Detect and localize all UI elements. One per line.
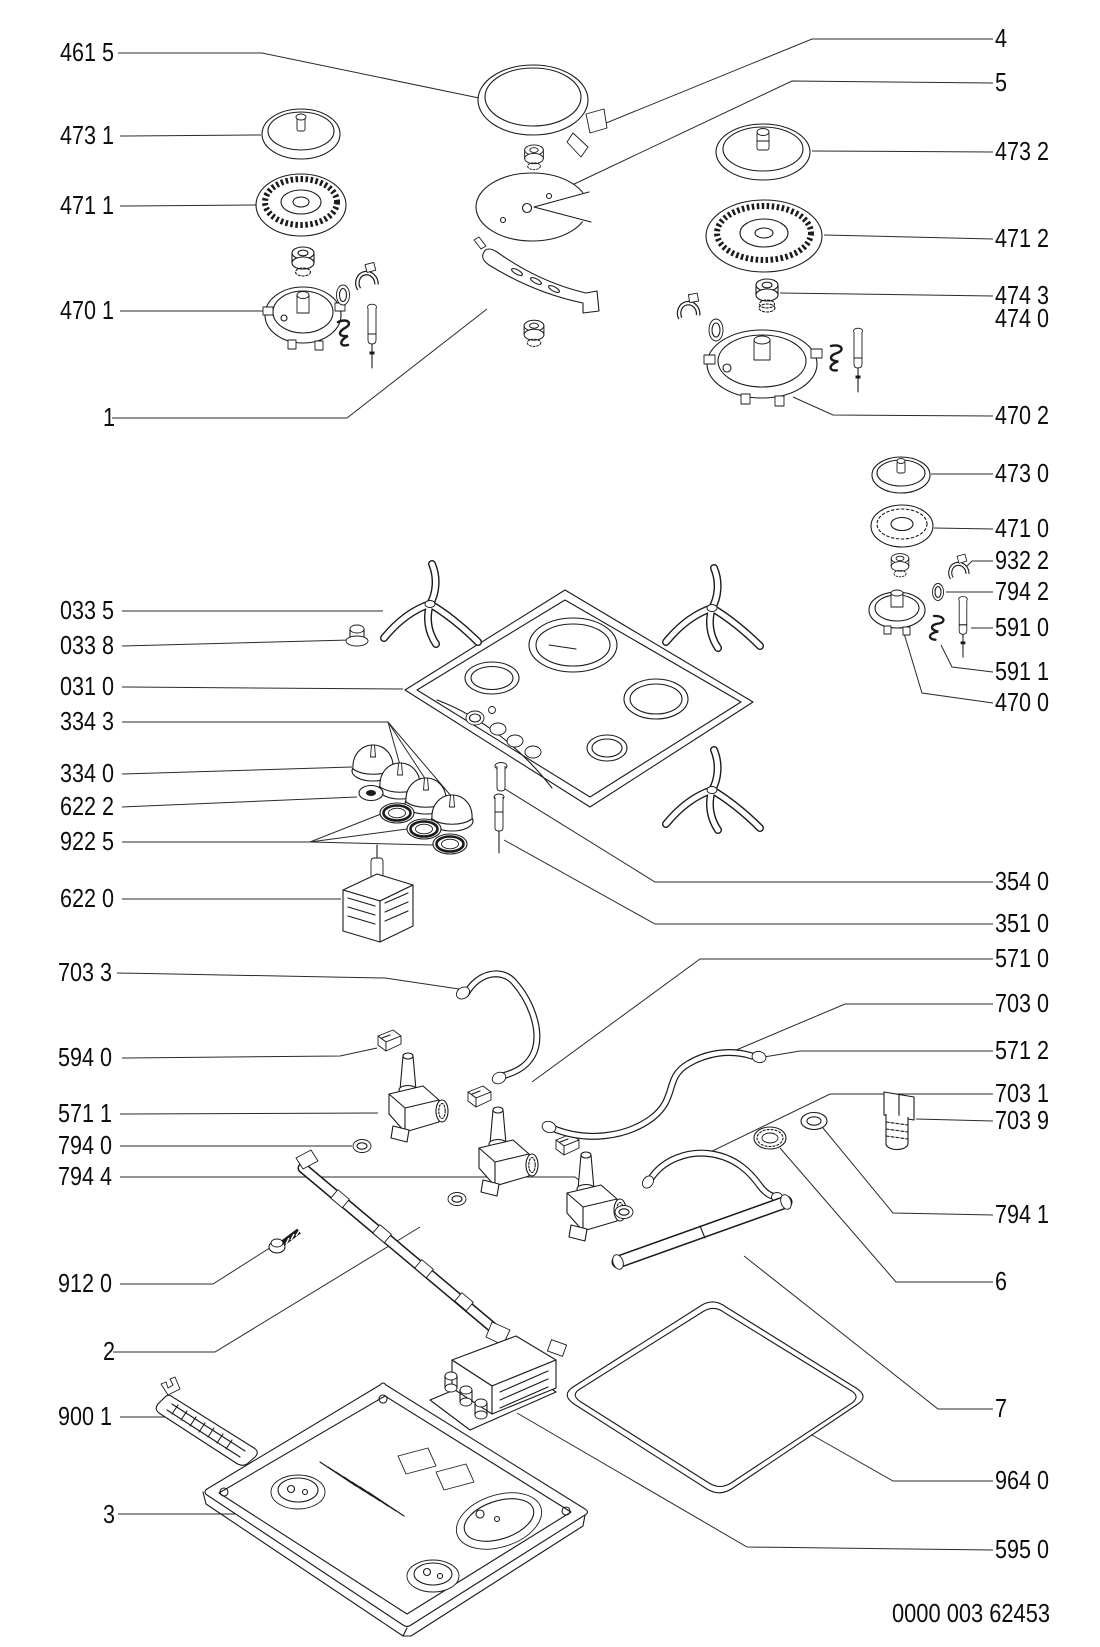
fixing-nut xyxy=(524,320,544,346)
part-label-703-1: 703 1 xyxy=(995,1078,1049,1108)
injector-nut xyxy=(891,554,909,577)
leader-line xyxy=(310,842,433,845)
part-label-571-0: 571 0 xyxy=(995,943,1049,973)
part-label-351-0: 351 0 xyxy=(995,908,1049,938)
leader-line xyxy=(744,1256,993,1409)
leader-line xyxy=(966,561,993,567)
part-label-964-0: 964 0 xyxy=(995,1465,1049,1495)
part-label-794-1: 794 1 xyxy=(995,1199,1049,1229)
part-label-4: 4 xyxy=(995,23,1007,53)
burner-cap-473-0 xyxy=(872,457,930,493)
spring-591-1 xyxy=(925,614,945,640)
burner-ring-471-2 xyxy=(706,200,822,272)
seal-794-4 xyxy=(448,1193,466,1206)
leader-line xyxy=(532,959,993,1082)
pan-support xyxy=(666,568,760,648)
leader-line xyxy=(122,767,352,774)
spark-generator-595-0 xyxy=(430,1336,567,1430)
part-label-622-0: 622 0 xyxy=(60,883,114,913)
valve-clip-594-0 xyxy=(378,1030,401,1051)
ignition-electrode xyxy=(854,328,863,392)
leader-line xyxy=(780,293,993,296)
elbow-fitting-703-9 xyxy=(884,1092,914,1150)
ignition-bracket-1 xyxy=(474,237,599,313)
part-label-033-8: 033 8 xyxy=(60,630,114,660)
part-label-703-0: 703 0 xyxy=(995,988,1049,1018)
seal-794-4 xyxy=(615,1206,633,1219)
burner-body-470-1 xyxy=(263,287,345,350)
pan-support xyxy=(666,750,760,830)
leader-lines xyxy=(112,39,993,1550)
thermocouple-clip xyxy=(676,293,701,318)
burner-cap-473-2 xyxy=(716,124,810,180)
knob-bezel-922-5 xyxy=(433,834,467,854)
leader-line xyxy=(117,973,459,989)
burner-cap-473-1 xyxy=(262,109,340,159)
circlip xyxy=(337,285,350,305)
part-label-461-5: 461 5 xyxy=(60,37,114,67)
pin-351-0 xyxy=(494,794,504,853)
leader-line xyxy=(120,1177,616,1208)
leader-line xyxy=(941,645,993,672)
leader-line xyxy=(120,205,257,206)
injector-nut xyxy=(292,247,314,276)
part-label-473-0: 473 0 xyxy=(995,458,1049,488)
part-label-5: 5 xyxy=(995,67,1007,97)
part-label-473-1: 473 1 xyxy=(60,120,114,150)
coupling-nut-6 xyxy=(754,1127,786,1149)
injector-nut-474 xyxy=(756,279,778,312)
leader-line xyxy=(122,1048,377,1058)
part-label-794-4: 794 4 xyxy=(58,1161,112,1191)
leader-line xyxy=(764,1051,993,1057)
part-label-3: 3 xyxy=(103,1499,115,1529)
part-label-571-2: 571 2 xyxy=(995,1035,1049,1065)
part-label-932-2: 932 2 xyxy=(995,545,1049,575)
part-labels xyxy=(58,23,1049,1564)
leader-line xyxy=(702,1094,993,1156)
ignition-electrode xyxy=(368,304,377,368)
leader-line xyxy=(120,1244,276,1284)
part-label-794-0: 794 0 xyxy=(58,1130,112,1160)
pin-354-0 xyxy=(495,763,507,792)
part-label-470-2: 470 2 xyxy=(995,400,1049,430)
valve-clip xyxy=(468,1086,491,1107)
leader-line xyxy=(903,630,993,703)
hotplate-disc-4 xyxy=(478,65,607,157)
thermocouple-clip xyxy=(353,262,379,289)
part-label-334-3: 334 3 xyxy=(60,706,114,736)
knob-bezel-922-5 xyxy=(380,803,414,823)
knob-bezel-922-5 xyxy=(407,819,441,839)
part-label-595-0: 595 0 xyxy=(995,1534,1049,1564)
hose-fitting-571-2 xyxy=(751,1050,767,1064)
part-label-471-1: 471 1 xyxy=(60,190,114,220)
gas-pipe-703-3 xyxy=(454,974,537,1086)
part-label-703-9: 703 9 xyxy=(995,1105,1049,1135)
part-label-031-0: 031 0 xyxy=(60,671,114,701)
vent-grille-900-1 xyxy=(156,1377,257,1465)
spring xyxy=(825,344,843,371)
document-code: 0000 003 62453 xyxy=(892,1598,1050,1628)
part-label-594-0: 594 0 xyxy=(58,1042,112,1072)
leader-line xyxy=(812,1435,993,1481)
burner-body-470-0 xyxy=(869,590,925,635)
leader-line xyxy=(824,235,993,239)
part-label-912-0: 912 0 xyxy=(58,1268,112,1298)
part-label-033-5: 033 5 xyxy=(60,595,114,625)
gas-tube-7 xyxy=(611,1193,794,1271)
seal-794-0 xyxy=(353,1140,371,1153)
leader-line xyxy=(780,1148,993,1282)
leader-line xyxy=(120,135,261,136)
part-label-471-2: 471 2 xyxy=(995,223,1049,253)
burner-ring-471-1 xyxy=(256,174,346,236)
leader-line xyxy=(722,1004,993,1056)
fixing-nut xyxy=(525,145,544,170)
circlip xyxy=(709,319,723,341)
part-label-703-3: 703 3 xyxy=(58,957,112,987)
leader-line xyxy=(113,1227,420,1352)
gas-pipe-703-1 xyxy=(640,1153,782,1201)
clip-932-2 xyxy=(946,554,970,578)
part-label-591-0: 591 0 xyxy=(995,612,1049,642)
part-label-354-0: 354 0 xyxy=(995,866,1049,896)
support-foot-033-8 xyxy=(346,625,368,646)
leader-line xyxy=(118,53,479,98)
part-label-922-5: 922 5 xyxy=(60,826,114,856)
notched-drip-disc-5 xyxy=(476,173,592,241)
part-label-334-0: 334 0 xyxy=(60,758,114,788)
part-label-6: 6 xyxy=(995,1266,1007,1296)
leader-line xyxy=(122,797,357,807)
gas-tap xyxy=(479,1107,538,1196)
leader-line xyxy=(122,687,403,689)
part-label-473-2: 473 2 xyxy=(995,136,1049,166)
part-label-794-2: 794 2 xyxy=(995,576,1049,606)
screw-912-0 xyxy=(269,1231,299,1253)
part-label-591-1: 591 1 xyxy=(995,656,1049,686)
burner-body-470-2 xyxy=(704,330,822,406)
part-label-622-2: 622 2 xyxy=(60,791,114,821)
gas-tap-571-1 xyxy=(389,1053,448,1142)
energy-regulator-622-0 xyxy=(343,845,413,942)
circlip-794-2 xyxy=(933,584,944,601)
part-label-571-1: 571 1 xyxy=(58,1098,112,1128)
part-label-470-0: 470 0 xyxy=(995,687,1049,717)
leader-line xyxy=(793,397,993,416)
burner-ring-471-0 xyxy=(871,505,933,547)
leader-line xyxy=(812,151,993,152)
leader-line xyxy=(310,829,407,842)
leader-line xyxy=(122,640,350,646)
leader-line xyxy=(589,39,993,130)
part-label-471-0: 471 0 xyxy=(995,513,1049,543)
grommet-622-2 xyxy=(359,786,383,801)
washer-794-1 xyxy=(801,1113,827,1130)
gas-hose-703-0 xyxy=(541,1050,768,1136)
leader-line xyxy=(934,528,993,529)
part-label-1: 1 xyxy=(103,402,115,432)
pan-support-033-5 xyxy=(384,564,478,644)
leader-line xyxy=(120,1113,378,1114)
part-label-900-1: 900 1 xyxy=(58,1401,112,1431)
gas-tap xyxy=(567,1152,626,1241)
leader-line xyxy=(916,1119,993,1121)
part-label-474-0: 474 0 xyxy=(995,303,1049,333)
part-label-7: 7 xyxy=(995,1393,1007,1423)
part-label-474-3: 474 3 xyxy=(995,280,1049,310)
part-label-2: 2 xyxy=(103,1336,115,1366)
manifold-rail-2 xyxy=(296,1150,510,1345)
hob-gasket-964-0 xyxy=(567,1302,863,1493)
part-label-470-1: 470 1 xyxy=(60,295,114,325)
ignition-electrode-591-0 xyxy=(959,596,968,657)
leader-line xyxy=(505,789,993,882)
